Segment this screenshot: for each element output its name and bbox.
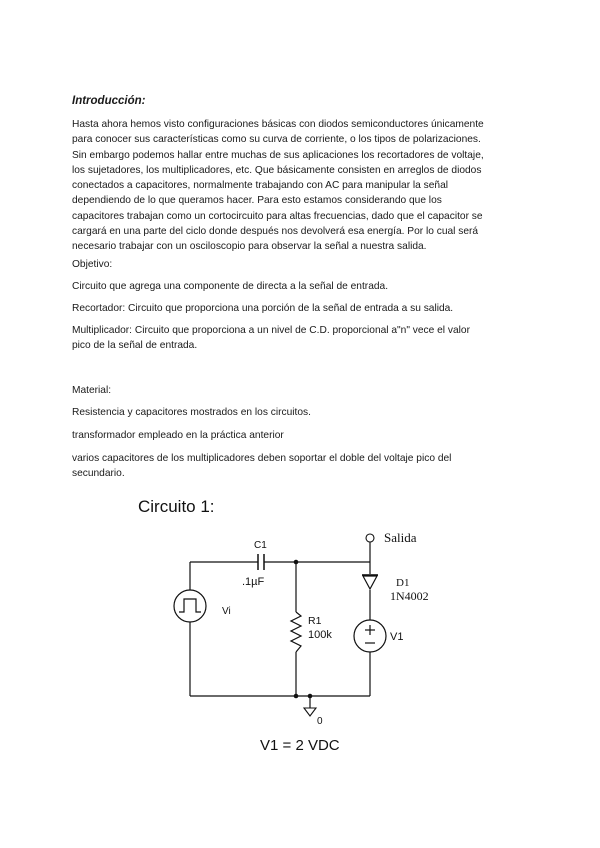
resistor-r1-symbol (291, 612, 301, 652)
intro-paragraph (72, 117, 532, 255)
intro-line: necesario trabajar con un osciloscopio para observar la señal a nuestra salida. (72, 241, 427, 253)
d1-name: D1 (396, 577, 410, 589)
capacitores-note (72, 451, 532, 481)
multiplicador-line: Multiplicador: Circuito que proporciona a un nivel de C.D. proporcional a"n" vece el valor (72, 325, 470, 336)
diode-d1-symbol (362, 575, 378, 589)
intro-line: para conocer sus características como su curva de corriente, o los tipos de polarizaciones. (72, 134, 481, 146)
capacitores-line: secundario. (72, 468, 125, 479)
intro-line: capacitores trabajan como un cortocircuito para altas frecuencias, dado que el capacitor se (72, 210, 483, 222)
dc-source-v1-symbol (354, 620, 386, 652)
recortador-definition: Recortador: Circuito que proporciona una porción de la señal de entrada a su salida. (72, 303, 454, 314)
circuit-wires (190, 542, 370, 708)
material-label: Material: (72, 385, 112, 396)
v1-label: V1 (390, 631, 404, 643)
capacitores-line: varios capacitores de los multiplicadores deben soportar el doble del voltaje pico del (72, 453, 452, 464)
sujetador-definition: Circuito que agrega una componente de directa a la señal de entrada. (72, 281, 389, 292)
intro-line: los sujetadores, los multiplicadores, etc. Que básicamente consisten en arreglos de diodos (72, 164, 482, 176)
source-vi-label: Vi (222, 606, 231, 617)
junction-dot (294, 694, 299, 699)
circuit-title: Circuito 1: (138, 497, 215, 516)
intro-line: dependiendo de lo que queramos hacer. Para esto estamos considerando que los (72, 195, 442, 207)
c1-value: .1µF (242, 576, 265, 588)
output-label: Salida (384, 530, 417, 545)
section-heading: Introducción: (72, 95, 146, 107)
intro-line: Sin embargo podemos hallar entre muchas de sus aplicaciones los recortadores de voltaje, (72, 149, 484, 161)
material-item: Resistencia y capacitores mostrados en los circuitos. (72, 407, 311, 418)
material-item: transformador empleado en la práctica anterior (72, 430, 284, 441)
junction-dot (294, 560, 299, 565)
capacitor-c1-symbol (258, 554, 264, 570)
ground-icon (304, 708, 316, 716)
intro-line: Hasta ahora hemos visto configuraciones básicas con diodos semiconductores únicamente (72, 119, 484, 130)
c1-name: C1 (254, 540, 267, 551)
r1-value: 100k (308, 629, 332, 641)
multiplicador-definition (72, 323, 532, 353)
multiplicador-line: pico de la señal de entrada. (72, 340, 198, 351)
output-terminal (366, 534, 374, 542)
intro-line: conectados a capacitores, normalmente trabajando con AC para manipular la señal (72, 180, 449, 192)
junction-dot (308, 694, 313, 699)
r1-name: R1 (308, 615, 322, 627)
ground-label: 0 (317, 716, 323, 727)
objetivo-label: Objetivo: (72, 259, 113, 270)
intro-line: cargará en una parte del ciclo donde después nos devolverá esa energía. Por lo cual será (72, 226, 479, 238)
d1-part: 1N4002 (390, 589, 429, 603)
circuit-equation: V1 = 2 VDC (260, 737, 340, 754)
pulse-source-vi-symbol (174, 590, 206, 622)
circuit-diagram (134, 490, 464, 760)
